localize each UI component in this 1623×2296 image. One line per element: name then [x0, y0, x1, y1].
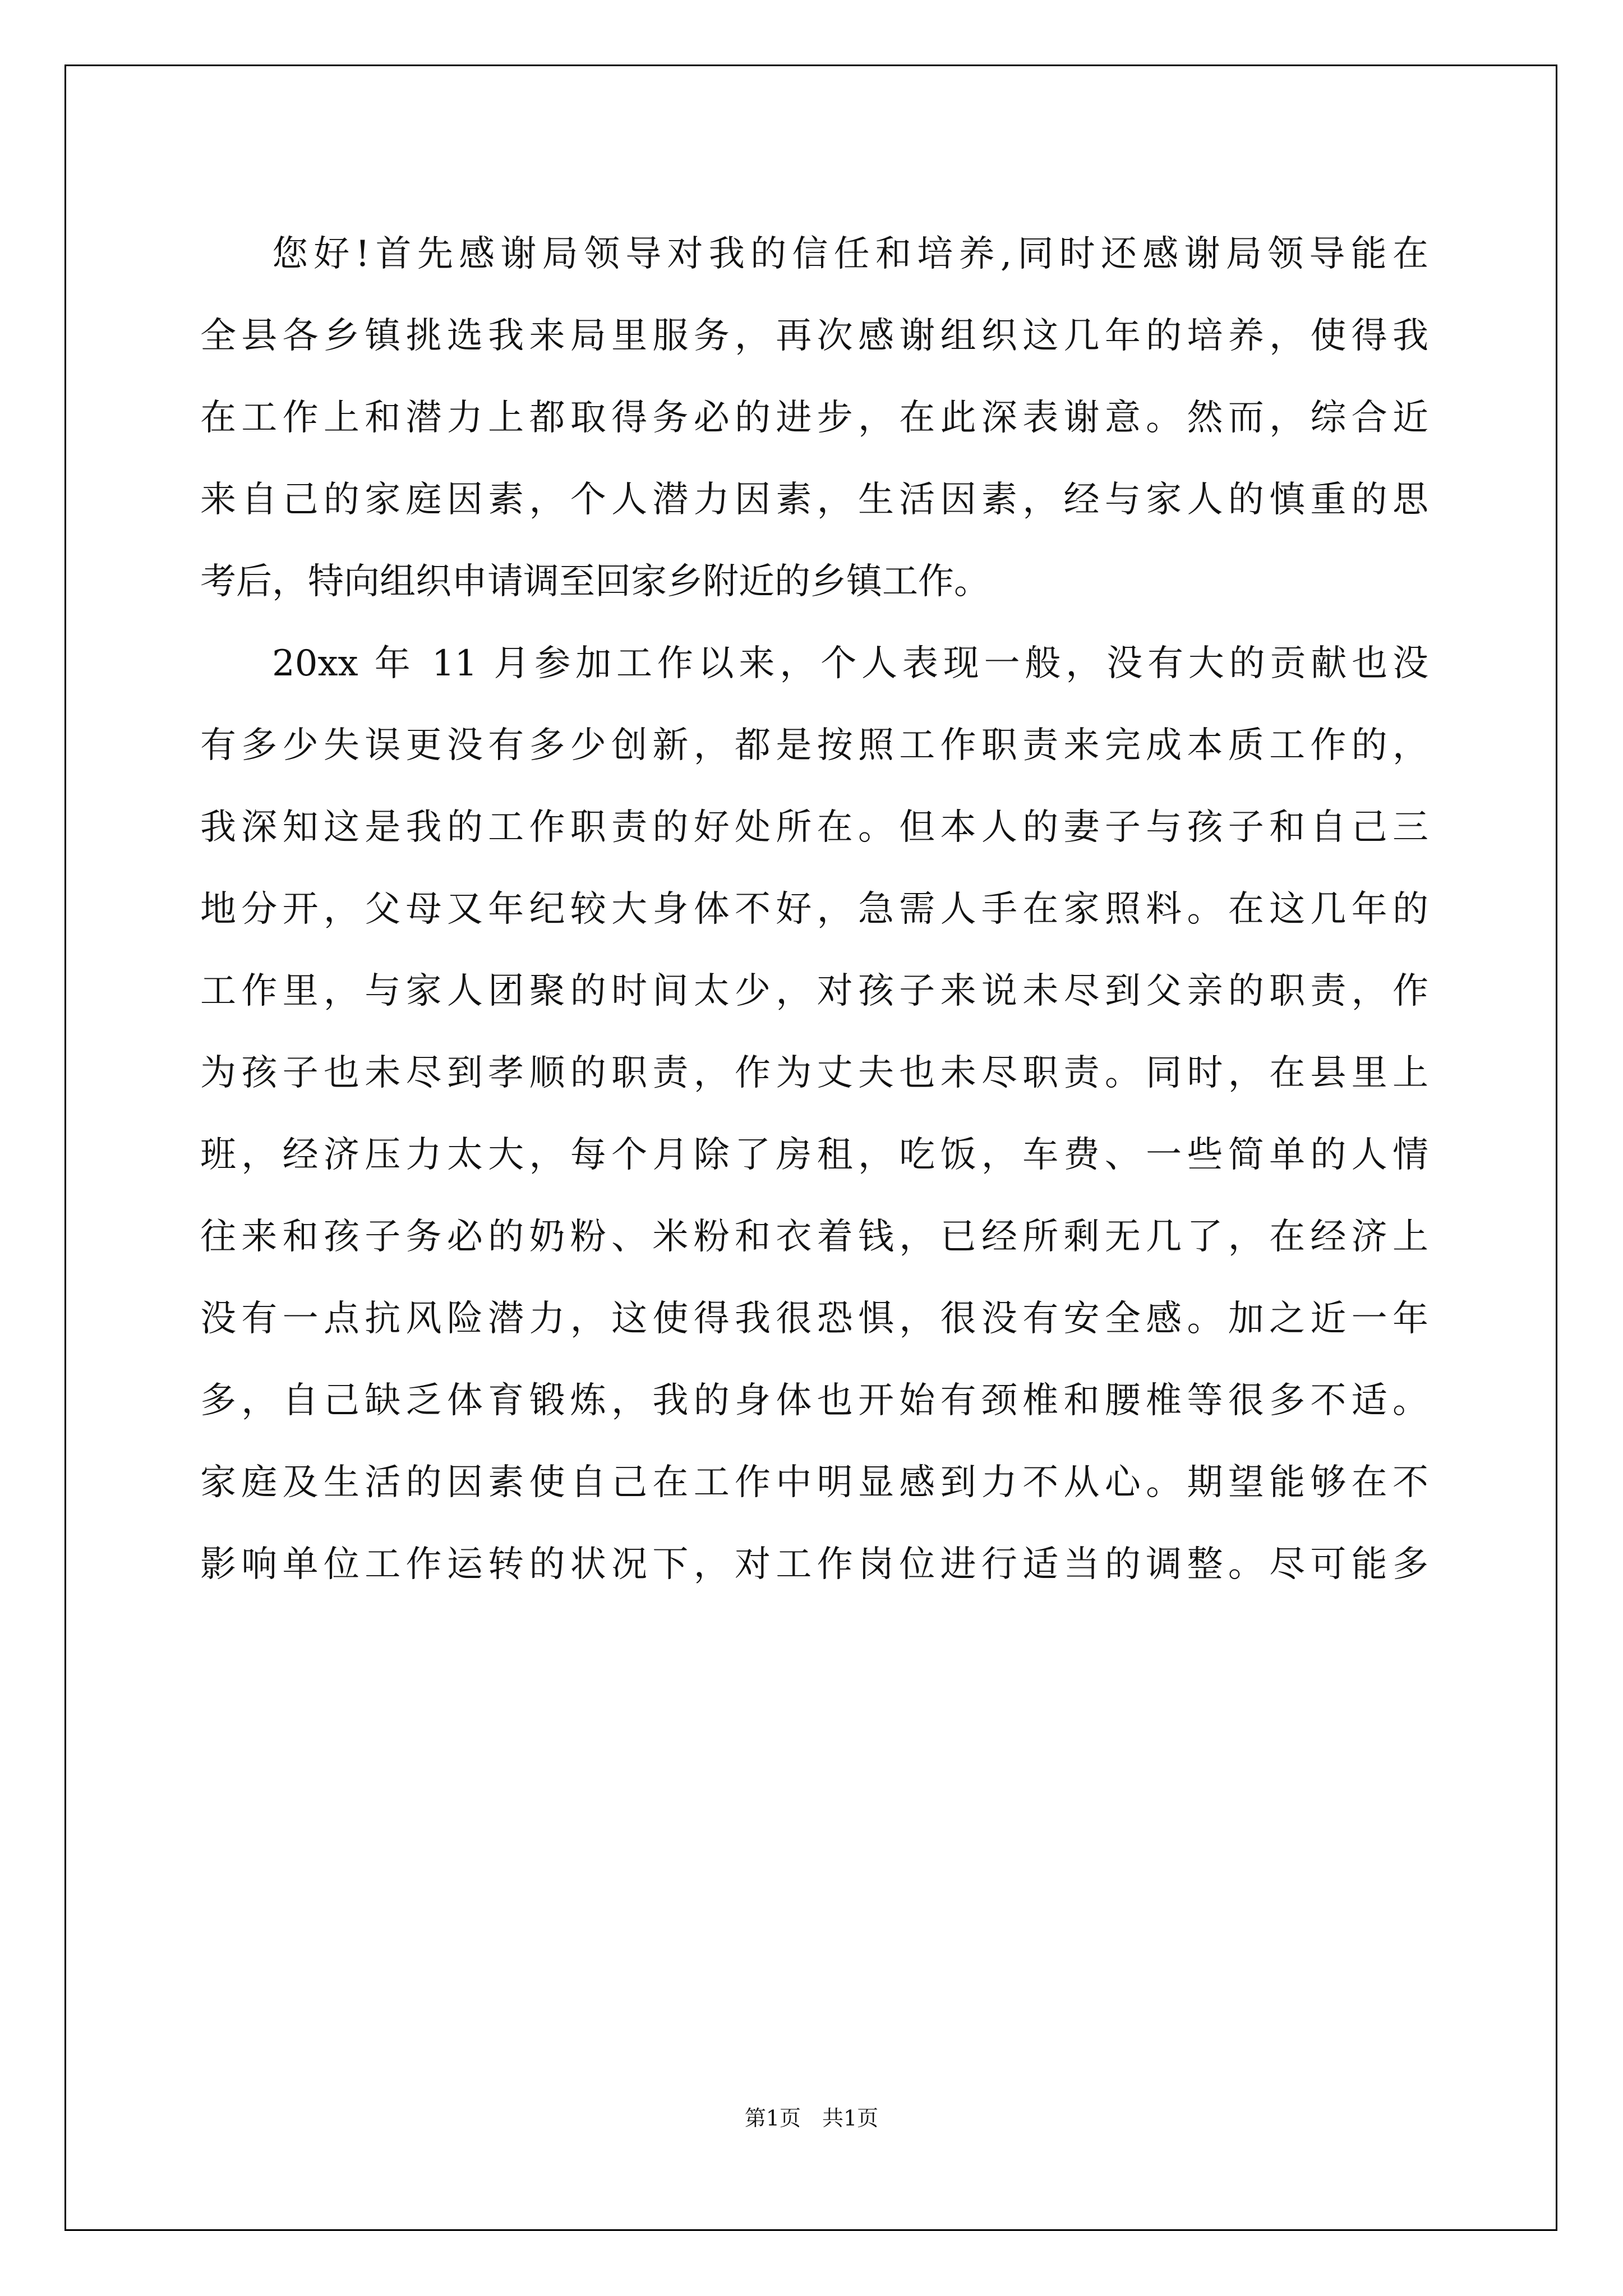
text-line: 班，经济压力太大，每个月除了房租，吃饭，车费、一些简单的人情	[200, 1134, 1428, 1176]
text-line: 家庭及生活的因素使自己在工作中明显感到力不从心。期望能够在不	[200, 1462, 1428, 1503]
text-line: 来自己的家庭因素，个人潜力因素，生活因素，经与家人的慎重的思	[200, 479, 1428, 521]
paragraph-2	[200, 623, 1428, 1605]
page-number-footer: 第1页 共1页	[744, 2106, 879, 2131]
text-line: 全县各乡镇挑选我来局里服务，再次感谢组织这几年的培养，使得我	[200, 315, 1428, 357]
text-line: 您好!首先感谢局领导对我的信任和培养,同时还感谢局领导能在	[272, 233, 1428, 275]
text-line: 在工作上和潜力上都取得务必的进步，在此深表谢意。然而，综合近	[200, 397, 1428, 439]
text-line: 20xx 年 11 月参加工作以来，个人表现一般，没有大的贡献也没	[272, 643, 1428, 684]
text-line: 工作里，与家人团聚的时间太少，对孩子来说未尽到父亲的职责，作	[200, 970, 1428, 1012]
text-line: 为孩子也未尽到孝顺的职责，作为丈夫也未尽职责。同时，在县里上	[200, 1052, 1428, 1094]
text-line: 考后，特向组织申请调至回家乡附近的乡镇工作。	[200, 561, 990, 602]
paragraph-1	[200, 213, 1428, 623]
text-line: 没有一点抗风险潜力，这使得我很恐惧，很没有安全感。加之近一年	[200, 1298, 1428, 1340]
text-line: 我深知这是我的工作职责的好处所在。但本人的妻子与孩子和自己三	[200, 807, 1428, 848]
text-line: 地分开，父母又年纪较大身体不好，急需人手在家照料。在这几年的	[200, 889, 1428, 930]
text-line: 多，自己缺乏体育锻炼，我的身体也开始有颈椎和腰椎等很多不适。	[200, 1380, 1428, 1421]
text-line: 往来和孩子务必的奶粉、米粉和衣着钱，已经所剩无几了，在经济上	[200, 1216, 1428, 1258]
document-body	[200, 213, 1428, 1605]
text-line: 影响单位工作运转的状况下，对工作岗位进行适当的调整。尽可能多	[200, 1544, 1428, 1585]
text-line: 有多少失误更没有多少创新，都是按照工作职责来完成本质工作的，	[200, 725, 1428, 766]
